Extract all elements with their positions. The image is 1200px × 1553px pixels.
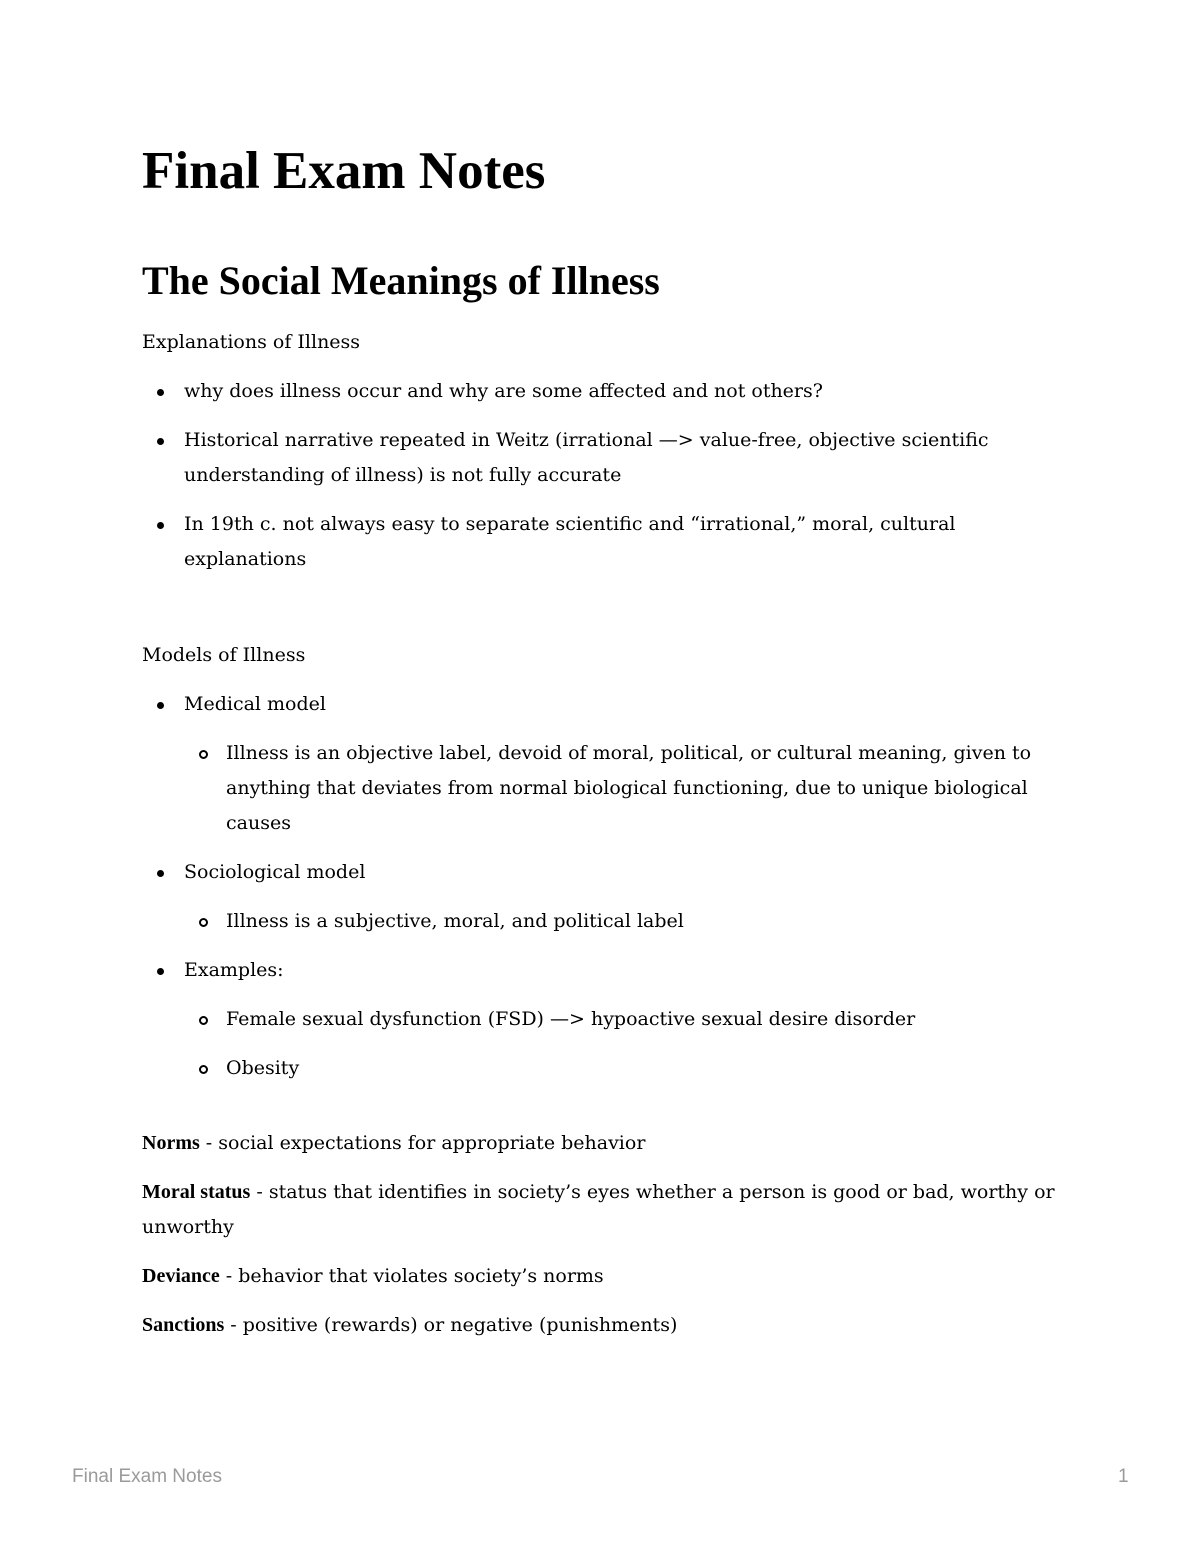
- sub-list-item: Illness is an objective label, devoid of moral, political, or cultural meaning, given to anything that deviates from normal biological functioning, due to unique biological causes: [184, 736, 1072, 841]
- sociological-model-sublist: [184, 904, 1072, 939]
- models-list: [142, 687, 1072, 1086]
- definition-moral-status: [142, 1175, 1072, 1245]
- definition-deviance: [142, 1259, 1072, 1294]
- medical-model-sublist: [184, 736, 1072, 841]
- definition-sanctions: [142, 1308, 1072, 1343]
- footer-title: Final Exam Notes: [72, 1466, 222, 1487]
- examples-sublist: [184, 1002, 1072, 1086]
- footer-page-number: 1: [1118, 1466, 1129, 1487]
- models-label: Models of Illness: [142, 644, 306, 666]
- spacer: [142, 1100, 1072, 1126]
- document-content: [142, 142, 1072, 1357]
- sub-list-item: Obesity: [184, 1051, 1072, 1086]
- definition-text: - behavior that violates society’s norms: [219, 1265, 604, 1287]
- page-title: Final Exam Notes: [142, 142, 546, 200]
- definition-term: Deviance: [142, 1265, 220, 1287]
- sociological-model-label: Sociological model: [184, 861, 366, 883]
- sub-list-item: Female sexual dysfunction (FSD) —> hypoactive sexual desire disorder: [184, 1002, 1072, 1037]
- medical-model-label: Medical model: [184, 693, 326, 715]
- list-item-sociological-model: [142, 855, 1072, 939]
- spacer: [142, 591, 1072, 638]
- definition-text: - positive (rewards) or negative (punishments): [224, 1314, 678, 1336]
- list-item: In 19th c. not always easy to separate scientific and “irrational,” moral, cultural explanations: [142, 507, 1072, 577]
- definition-term: Sanctions: [142, 1314, 225, 1336]
- definition-term: Moral status: [142, 1181, 251, 1203]
- list-item-medical-model: [142, 687, 1072, 841]
- explanations-label: Explanations of Illness: [142, 331, 361, 353]
- definition-text: - status that identifies in society’s eyes whether a person is good or bad, worthy or unworthy: [142, 1181, 1055, 1238]
- examples-label: Examples:: [184, 959, 284, 981]
- sub-list-item: Illness is a subjective, moral, and political label: [184, 904, 1072, 939]
- section-heading: The Social Meanings of Illness: [142, 258, 660, 303]
- definition-term: Norms: [142, 1132, 200, 1154]
- list-item-examples: [142, 953, 1072, 1086]
- definition-text: - social expectations for appropriate behavior: [199, 1132, 646, 1154]
- explanations-list: [142, 374, 1072, 577]
- list-item: why does illness occur and why are some affected and not others?: [142, 374, 1072, 409]
- definition-norms: [142, 1126, 1072, 1161]
- list-item: Historical narrative repeated in Weitz (irrational —> value-free, objective scientific understanding of illness) is not fully accurate: [142, 423, 1072, 493]
